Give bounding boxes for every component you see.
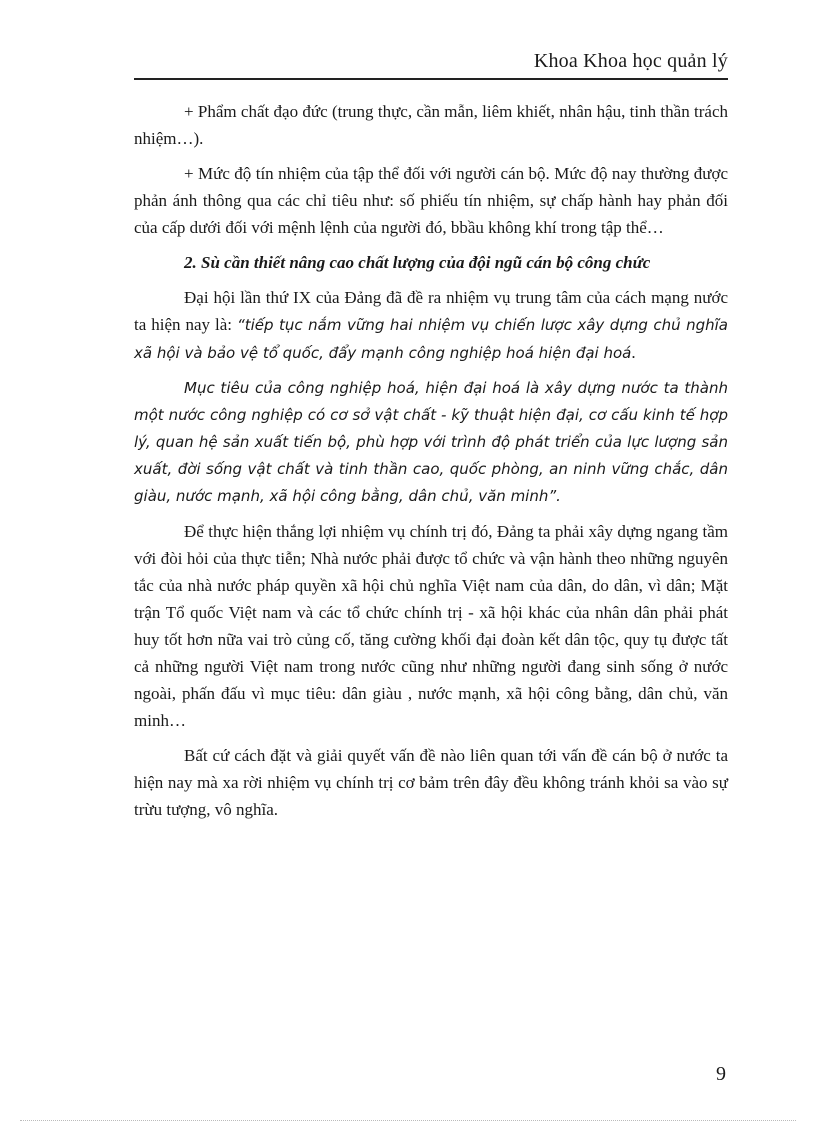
header-title: Khoa Khoa học quản lý xyxy=(533,50,728,72)
document-body xyxy=(134,98,728,831)
congress-end: . xyxy=(631,343,636,362)
page-number: 9 xyxy=(716,1063,726,1085)
paragraph-congress-mission xyxy=(134,284,728,367)
section-heading: 2. Sù cần thiết nâng cao chất lượng của đội ngũ cán bộ công chức xyxy=(184,253,651,272)
paragraph-political-task: Để thực hiện thắng lợi nhiệm vụ chính trị đó, Đảng ta phải xây dựng ngang tầm với đòi hỏi của thực tiễn; Nhà nước phải được tổ chức và vận hành theo những nguyên tắc của nhà nước pháp quyền xã hội chủ nghĩa Việt nam của dân, do dân, vì dân; Mặt trận Tổ quốc Việt nam và các tổ chức chính trị - xã hội khác của nhân dân phải phát huy tốt hơn nữa vai trò củng cố, tăng cường khối đại đoàn kết dân tộc, quy tụ được tất cả những người Việt nam trong nước cũng như những người đang sinh sống ở nước ngoài, phấn đấu vì mục tiêu: dân giàu , nước mạnh, xã hội công bằng, dân chủ, văn minh… xyxy=(134,522,728,730)
page-header xyxy=(134,48,728,80)
paragraph-moral-qualities: + Phẩm chất đạo đức (trung thực, cần mẫn, liêm khiết, nhân hậu, tinh thần trách nhiệm…). xyxy=(134,102,728,148)
footer-divider xyxy=(20,1120,796,1121)
paragraph-trust-level: + Mức độ tín nhiệm của tập thể đối với người cán bộ. Mức độ nay thường được phản ánh thông qua các chỉ tiêu như: số phiếu tín nhiệm, sự chấp hành hay phản đối của cấp dưới đối với mệnh lệnh của người đó, bbầu không khí trong tập thể… xyxy=(134,164,728,237)
congress-quote: “tiếp tục nắm vững hai nhiệm vụ chiến lược xây dựng chủ nghĩa xã hội và bảo vệ tổ quốc, đẩy mạnh công nghiệp hoá hiện đại hoá xyxy=(134,316,728,362)
congress-lead-text: Đại hội lần thứ IX của Đảng đã đề ra nhiệm vụ trung tâm của cách mạng nước ta hiện nay là: xyxy=(134,288,728,334)
paragraph-industrialization-goal: Mục tiêu của công nghiệp hoá, hiện đại hoá là xây dựng nước ta thành một nước công nghiệp có cơ sở vật chất - kỹ thuật hiện đại, cơ cấu kinh tế hợp lý, quan hệ sản xuất tiến bộ, phù hợp với trình độ phát triển của lực lượng sản xuất, đời sống vật chất và tinh thần cao, quốc phòng, an ninh vững chắc, dân giàu, nước mạnh, xã hội công bằng, dân chủ, văn minh”. xyxy=(134,379,728,505)
paragraph-cadre-issue: Bất cứ cách đặt và giải quyết vấn đề nào liên quan tới vấn đề cán bộ ở nước ta hiện nay mà xa rời nhiệm vụ chính trị cơ bảm trên đây đều không tránh khỏi sa vào sự trừu tượng, vô nghĩa. xyxy=(134,746,728,819)
